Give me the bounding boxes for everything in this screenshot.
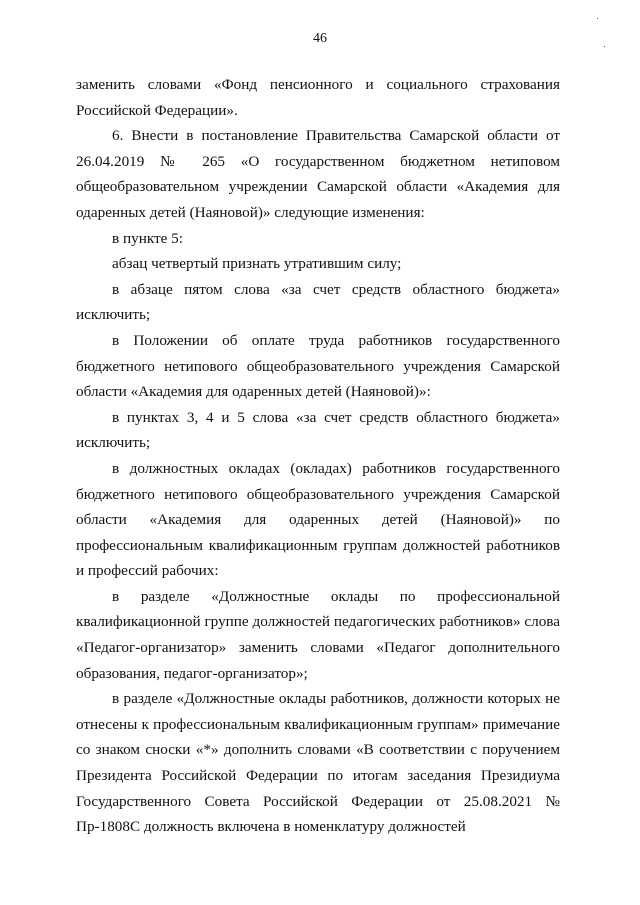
paragraph-point-5: в пункте 5:: [112, 229, 183, 247]
paragraph-continuation: заменить словами «Фонд пенсионного и социального страхования Российской Федерации».: [76, 76, 560, 119]
scan-speck: [604, 46, 605, 47]
paragraph-salaries: в должностных окладах (окладах) работников государственного бюджетного нетипового общеобразовательного учреждения Самарской области «Академия для одаренных детей (Наяновой)» по профессиональным квалификационным группам должностей работников и профессий рабочих:: [76, 459, 560, 580]
document-body: [76, 72, 560, 840]
paragraph-section-other: в разделе «Должностные оклады работников, должности которых не отнесены к профессиональным квалификационным группам» примечание со знаком сноски «*» дополнить словами «В соответствии с поручением Президента Российской Федерации по итогам заседания Президиума Государственного Совета Российской Федерации от 25.08.2021 № Пр-1808С должность включена в номенклатуру должностей: [76, 690, 560, 836]
paragraph-points-3-4-5: в пунктах 3, 4 и 5 слова «за счет средств областного бюджета» исключить;: [76, 408, 560, 452]
paragraph-item-6: 6. Внести в постановление Правительства Самарской области от 26.04.2019 № 265 «О государственном бюджетном нетиповом общеобразовательном учреждении Самарской области «Академия для одаренных детей (Наяновой)» следующие изменения:: [76, 127, 560, 221]
page-number: 46: [313, 31, 327, 46]
paragraph-fourth-abzac: абзац четвертый признать утратившим силу;: [112, 255, 402, 273]
paragraph-section-pedagogical: в разделе «Должностные оклады по профессиональной квалификационной группе должностей педагогических работников» слова «Педагог-организатор» заменить словами «Педагог дополнительного образования, педагог-организатор»;: [76, 587, 560, 682]
paragraph-regulation: в Положении об оплате труда работников государственного бюджетного нетипового общеобразовательного учреждения Самарской области «Академия для одаренных детей (Наяновой)»:: [76, 331, 560, 401]
scan-speck: [597, 18, 598, 19]
paragraph-fifth-abzac: в абзаце пятом слова «за счет средств областного бюджета» исключить;: [76, 280, 560, 324]
